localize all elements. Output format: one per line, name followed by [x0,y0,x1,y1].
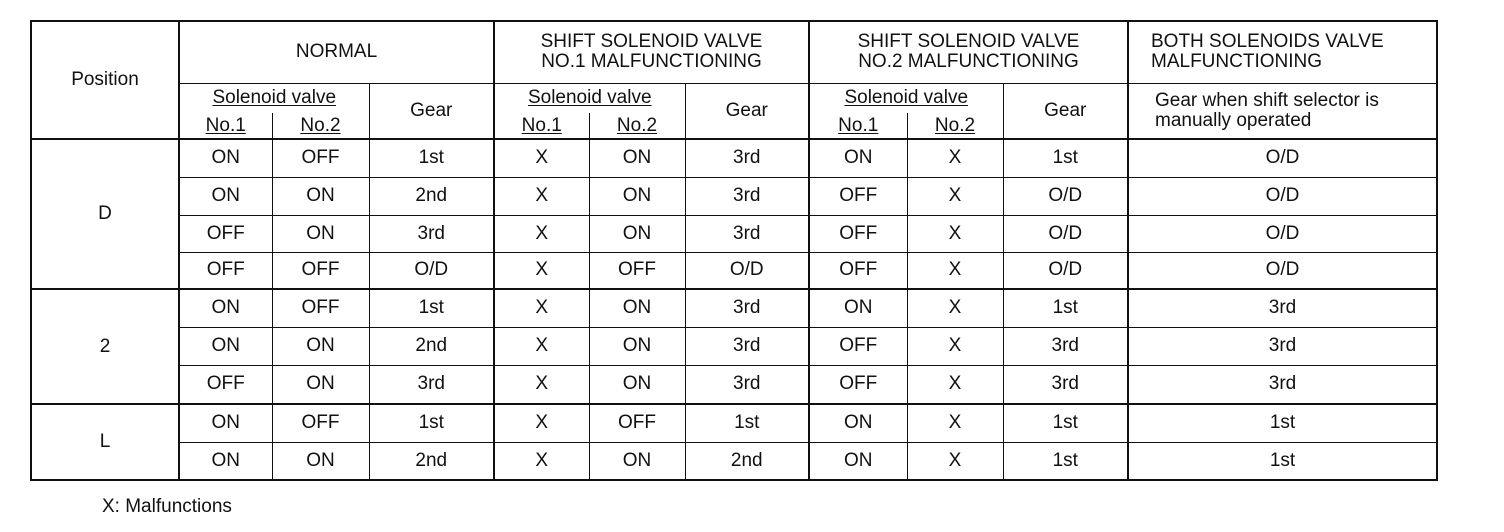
sv1-fail-sv2-cell: ON [589,442,685,480]
position-cell: 2 [31,289,179,404]
sv2-fail-sv2-cell: X [907,442,1003,480]
sv1-no1-label: No.1 [521,114,562,136]
sv2-fail-sv2-cell: X [907,404,1003,442]
normal-sv2-cell: ON [272,177,369,215]
sv1-fail-gear-cell: 3rd [685,177,809,215]
sv1-fail-sv2-cell: OFF [589,252,685,289]
sv2-fail-sv2-cell: X [907,177,1003,215]
normal-sv2-cell: OFF [272,252,369,289]
normal-sv2-cell: ON [272,215,369,252]
normal-sv1-cell: ON [179,177,272,215]
sv2-fail-sv1-cell: OFF [809,215,907,252]
both-fail-gear-cell: O/D [1128,215,1437,252]
table-row [31,289,1437,327]
table-row [31,139,1437,177]
sv2-fail-sv1-cell: ON [809,139,907,177]
normal-sv2-cell: OFF [272,139,369,177]
normal-sv2-cell: OFF [272,289,369,327]
normal-solenoid-label: Solenoid valve [212,87,337,109]
sv2-fail-gear-cell: 3rd [1003,365,1128,404]
both-fail-gear-cell: 3rd [1128,327,1437,365]
normal-gear-cell: 2nd [369,442,494,480]
normal-sv1-cell: OFF [179,215,272,252]
normal-sv1-cell: OFF [179,365,272,404]
position-cell: L [31,404,179,480]
normal-sv2-cell: ON [272,442,369,480]
normal-sv1-cell: ON [179,139,272,177]
position-header: Position [31,21,179,139]
manual-header-line1: Gear when shift selector is [1155,89,1379,111]
sv1-header-line2: NO.1 MALFUNCTIONING [541,51,762,73]
sv1-fail-sv2-cell: OFF [589,404,685,442]
table-row [31,177,1437,215]
sv2-no2-label: No.2 [934,114,976,136]
table-row [31,365,1437,404]
sv1-fail-sv1-cell: X [494,252,589,289]
sv2-no1-label: No.1 [838,114,879,136]
both-fail-gear-cell: 1st [1128,404,1437,442]
solenoid-table-container [30,20,1436,481]
sv1-fail-sv2-cell: ON [589,289,685,327]
sv2-fail-sv1-cell: ON [809,289,907,327]
sv2-fail-sv1-cell: OFF [809,365,907,404]
sv2-no2-header [907,113,1003,139]
sv1-header-line1: SHIFT SOLENOID VALVE [540,31,763,53]
sv1-fail-sv1-cell: X [494,177,589,215]
normal-gear-cell: O/D [369,252,494,289]
normal-sv2-cell: OFF [272,404,369,442]
normal-solenoid-header [179,83,369,113]
normal-gear-cell: 1st [369,289,494,327]
sv1-fail-sv2-cell: ON [589,215,685,252]
sv1-gear-header: Gear [685,83,809,139]
table-row [31,215,1437,252]
sv1-no2-header [589,113,685,139]
both-header-line1: BOTH SOLENOIDS VALVE [1151,31,1384,53]
sv1-fail-sv1-cell: X [494,404,589,442]
sv2-solenoid-label: Solenoid valve [844,87,969,109]
table-row [31,404,1437,442]
both-header-line2: MALFUNCTIONING [1151,51,1322,73]
sv2-fail-sv2-cell: X [907,139,1003,177]
both-fail-gear-cell: 1st [1128,442,1437,480]
both-malfunction-header [1128,21,1437,83]
sv1-no2-label: No.2 [616,114,658,136]
sv1-fail-gear-cell: 3rd [685,327,809,365]
sv2-fail-gear-cell: 1st [1003,442,1128,480]
sv2-fail-sv2-cell: X [907,252,1003,289]
sv2-fail-sv2-cell: X [907,327,1003,365]
normal-gear-cell: 1st [369,139,494,177]
sv1-fail-gear-cell: 3rd [685,215,809,252]
sv1-solenoid-header [494,83,685,113]
sv2-header-line2: NO.2 MALFUNCTIONING [858,51,1079,73]
sv1-fail-sv2-cell: ON [589,365,685,404]
normal-sv2-cell: ON [272,327,369,365]
normal-sv1-cell: ON [179,404,272,442]
normal-gear-cell: 3rd [369,215,494,252]
sv2-fail-sv1-cell: ON [809,442,907,480]
sv1-fail-sv1-cell: X [494,327,589,365]
sv2-fail-sv1-cell: OFF [809,177,907,215]
sv2-fail-gear-cell: O/D [1003,252,1128,289]
sv1-fail-gear-cell: 1st [685,404,809,442]
both-fail-gear-cell: 3rd [1128,365,1437,404]
sv1-no1-header [494,113,589,139]
normal-sv2-cell: ON [272,365,369,404]
sv1-fail-gear-cell: 3rd [685,289,809,327]
table-row [31,327,1437,365]
sv1-fail-sv2-cell: ON [589,177,685,215]
normal-gear-cell: 3rd [369,365,494,404]
sv2-fail-sv1-cell: OFF [809,252,907,289]
both-fail-gear-cell: O/D [1128,139,1437,177]
sv2-fail-gear-cell: 1st [1003,289,1128,327]
normal-sv1-cell: ON [179,289,272,327]
both-fail-gear-cell: O/D [1128,177,1437,215]
sv1-fail-sv2-cell: ON [589,327,685,365]
manual-gear-header [1128,83,1437,139]
sv2-fail-gear-cell: 3rd [1003,327,1128,365]
normal-gear-cell: 2nd [369,177,494,215]
sv1-fail-gear-cell: 3rd [685,139,809,177]
both-fail-gear-cell: 3rd [1128,289,1437,327]
sv1-fail-sv1-cell: X [494,215,589,252]
normal-gear-cell: 2nd [369,327,494,365]
sv1-fail-gear-cell: O/D [685,252,809,289]
normal-header: NORMAL [179,21,494,83]
normal-gear-header: Gear [369,83,494,139]
sv1-fail-sv1-cell: X [494,289,589,327]
normal-no1-header [179,113,272,139]
sv2-gear-header: Gear [1003,83,1128,139]
sv2-fail-sv1-cell: ON [809,404,907,442]
table-row [31,252,1437,289]
sv1-fail-gear-cell: 2nd [685,442,809,480]
both-fail-gear-cell: O/D [1128,252,1437,289]
normal-sv1-cell: ON [179,327,272,365]
sv2-fail-gear-cell: 1st [1003,139,1128,177]
sv2-fail-gear-cell: O/D [1003,177,1128,215]
normal-no1-label: No.1 [205,114,246,136]
sv2-fail-sv2-cell: X [907,365,1003,404]
sv1-malfunction-header [494,21,809,83]
sv1-fail-sv2-cell: ON [589,139,685,177]
sv1-fail-sv1-cell: X [494,139,589,177]
sv2-fail-gear-cell: O/D [1003,215,1128,252]
normal-gear-cell: 1st [369,404,494,442]
solenoid-malfunction-table [30,20,1438,481]
sv1-fail-gear-cell: 3rd [685,365,809,404]
sv2-header-line1: SHIFT SOLENOID VALVE [857,31,1080,53]
sv2-fail-sv1-cell: OFF [809,327,907,365]
sv1-solenoid-label: Solenoid valve [527,87,652,109]
normal-sv1-cell: ON [179,442,272,480]
table-row [31,442,1437,480]
normal-no2-label: No.2 [300,114,341,136]
manual-header-line2: manually operated [1155,109,1312,131]
sv1-fail-sv1-cell: X [494,442,589,480]
sv2-fail-sv2-cell: X [907,289,1003,327]
normal-no2-header [272,113,369,139]
sv2-solenoid-header [809,83,1003,113]
sv2-no1-header [809,113,907,139]
sv2-fail-gear-cell: 1st [1003,404,1128,442]
normal-sv1-cell: OFF [179,252,272,289]
footnote: X: Malfunctions [102,496,232,517]
position-cell: D [31,139,179,289]
sv1-fail-sv1-cell: X [494,365,589,404]
sv2-malfunction-header [809,21,1128,83]
sv2-fail-sv2-cell: X [907,215,1003,252]
